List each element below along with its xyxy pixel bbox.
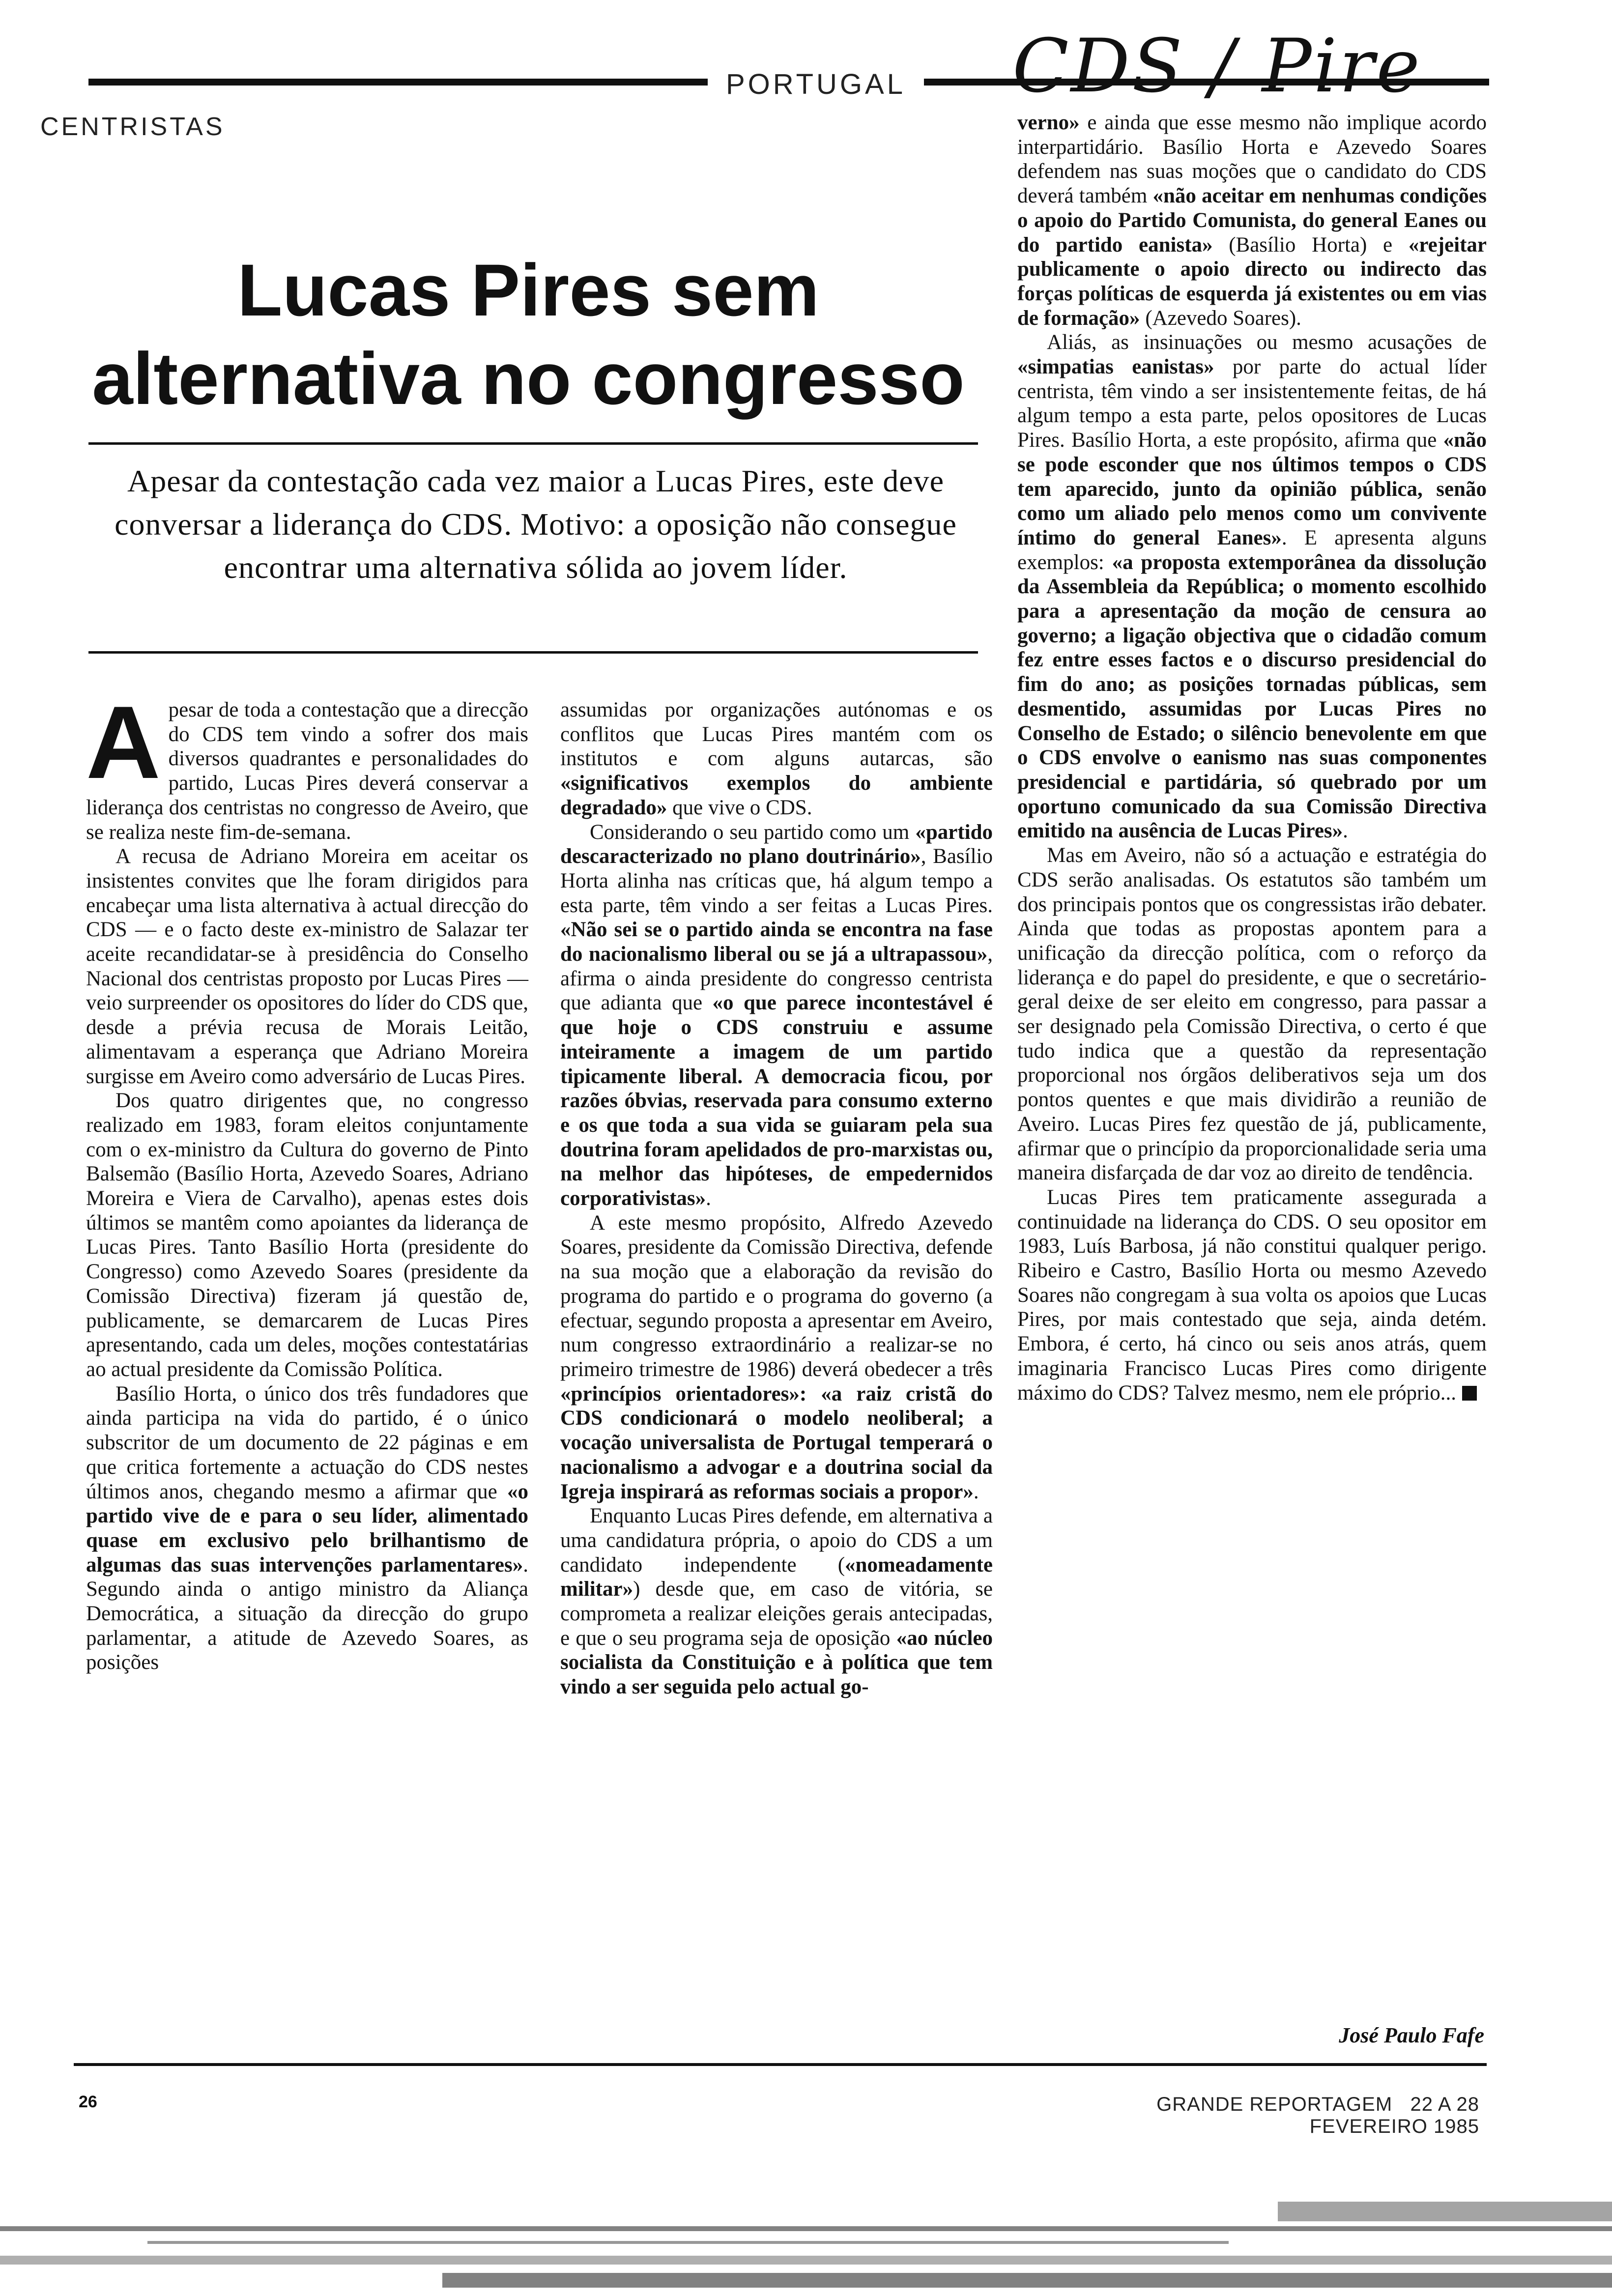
paragraph-text: . E apresenta alguns exemplos:: [1017, 526, 1487, 574]
header-rule-left: [88, 79, 708, 86]
quote: «ao núcleo socialista da Constituição e à política que tem vindo a ser seguida pelo actual go-: [560, 1626, 993, 1699]
kicker: CENTRISTAS: [40, 113, 225, 141]
dropcap: A: [86, 685, 161, 800]
standfirst-rule-top: [88, 442, 978, 445]
footer-rule: [74, 2063, 1487, 2066]
paragraph: [560, 820, 993, 1211]
paragraph-text: .: [706, 1187, 711, 1210]
paragraph-text: Enquanto Lucas Pires defende, em alternativa a uma candidatura própria, o apoio do CDS a um candidato independente (: [560, 1504, 993, 1577]
paragraph-text: pesar de toda a contestação que a direcção do CDS tem vindo a sofrer dos mais diversos quadrantes e personalidades do partido, Lucas Pires deverá conservar a liderança dos centristas no congresso de Aveiro, que se realiza neste fim-de-semana.: [86, 698, 528, 844]
quote: «a proposta extemporânea da dissolução da Assembleia da República; o momento escolhido para a apresentação da moção de censura ao governo; a ligação objectiva que o cidadão comum fez entre esses factos e o discurso presidencial do fim do ano; as posições tornadas públicas, sem desmentido, assumidas por Lucas Pires no Conselho de Estado; o silêncio benevolente em que o CDS envolve o eanismo nas suas componentes presidencial e partidária, só quebrado por um oportuno comunicado da sua Comissão Directiva emitido na ausência de Lucas Pires»: [1017, 550, 1487, 843]
paragraph-text: (Azevedo Soares).: [1140, 306, 1301, 330]
headline-line-1: Lucas Pires sem: [237, 249, 820, 331]
paragraph-text: . Segundo ainda o antigo ministro da Aliança Democrática, a situação da direcção do grupo parlamentar, a atitude de Azevedo Soares, as posições: [86, 1553, 528, 1674]
quote: «não aceitar em nenhumas condições o apoio do Partido Comunista, do general Eanes ou do partido eanista»: [1017, 184, 1487, 257]
quote: «nomeadamente militar»: [560, 1553, 993, 1601]
quote: «não se pode esconder que nos últimos tempos o CDS tem aparecido, junto da opinião pública, senão como um aliado pelo menos como um convivente íntimo do general Eanes»: [1017, 429, 1487, 549]
paragraph: [1017, 1185, 1487, 1405]
paragraph: [560, 1504, 993, 1699]
quote: «o que parece incontestável é que hoje o CDS construiu e assume inteiramente a imagem de um partido tipicamente liberal. A democracia ficou, por razões óbvias, reservada para consumo externo e os que toda a sua vida se guiaram pela sua doutrina foram apelidados de pro-marxistas ou, na melhor das hipóteses, de empedernidos corporativistas»: [560, 991, 993, 1210]
quote: «partido descaracterizado no plano doutrinário»: [560, 820, 993, 868]
paragraph-text: ) desde que, em caso de vitória, se comprometa a realizar eleições gerais antecipadas, e que o seu programa seja de oposição: [560, 1578, 993, 1650]
article-column-2: [560, 698, 993, 1699]
publication-name: GRANDE REPORTAGEM: [1156, 2094, 1393, 2115]
quote: «simpatias eanistas»: [1017, 355, 1214, 379]
paragraph-text: assumidas por organizações autónomas e os conflitos que Lucas Pires mantém com os institutos e com alguns autarcas, são: [560, 698, 993, 771]
paragraph-text: Basílio Horta, o único dos três fundadores que ainda participa na vida do partido, é o único subscritor de um documento de 22 páginas e em que critica fortemente a actuação do CDS nestes últimos anos, chegando mesmo a afirmar que: [86, 1382, 528, 1503]
issue-date: 22 A 28 FEVEREIRO 1985: [1309, 2094, 1479, 2137]
paragraph: [1017, 330, 1487, 843]
standfirst: Apesar da contestação cada vez maior a Lucas Pires, este deve conversar a liderança do CDS. Motivo: a oposição não consegue encontrar uma alternativa sólida ao jovem líder.: [115, 463, 957, 585]
paragraph-text: .: [973, 1480, 979, 1503]
paragraph-text: (Basílio Horta) e: [1212, 233, 1409, 257]
paragraph: [560, 698, 993, 820]
page-number: 26: [79, 2093, 97, 2111]
paragraph-text: A este mesmo propósito, Alfredo Azevedo Soares, presidente da Comissão Directiva, defende na sua moção que a elaboração da revisão do programa do partido e o programa do governo (a efectuar, segundo proposta a apresentar em Aveiro, num congresso extraordinário a realizar-se no primeiro trimestre de 1986) deverá obedecer a três: [560, 1211, 993, 1381]
section-label: PORTUGAL: [708, 68, 924, 101]
paragraph-text: Considerando o seu partido como um: [590, 820, 916, 844]
standfirst-rule-bottom: [88, 651, 978, 654]
byline: José Paulo Fafe: [1339, 2023, 1484, 2047]
paragraph: [86, 685, 528, 844]
end-mark-icon: [1462, 1386, 1477, 1401]
quote: «princípios orientadores»: «a raiz cristã do CDS condicionará o modelo neoliberal; a vocação universalista de Portugal temperará o nacionalismo a advogar e a doutrina social da Igreja inspirará as reformas sociais a propor»: [560, 1382, 993, 1503]
paragraph: [1017, 111, 1487, 330]
footer-publication-info: [1047, 2094, 1479, 2138]
paragraph: Mas em Aveiro, não só a actuação e estratégia do CDS serão analisadas. Os estatutos são também um dos principais pontos que os congressistas irão debater. Ainda que todas as propostas apontem para a unificação da direcção política, com o reforço da liderança e do papel do presidente, e que o secretário-geral deixe de ser eleito em congresso, para passar a ser designado pela Comissão Directiva, o certo é que tudo indica que a questão da representação proporcional nos órgãos deliberativos seja um dos pontos quentes e que mais dividirão a reunião de Aveiro. Lucas Pires fez questão de já, publicamente, afirmar que o princípio da proporcionalidade seria uma maneira disfarçada de dar voz ao direito de tendência.: [1017, 844, 1487, 1185]
paragraph-text: Aliás, as insinuações ou mesmo acusações de: [1047, 331, 1487, 354]
paragraph-text: e ainda que esse mesmo não implique acordo interpartidário. Basílio Horta e Azevedo Soares defendem nas suas moções que o candidato do CDS deverá também: [1017, 111, 1487, 208]
paragraph-text: .: [1343, 819, 1348, 843]
quote: «o partido vive de e para o seu líder, alimentado quase em exclusivo pelo brilhantismo de algumas das suas intervenções parlamentares»: [86, 1480, 528, 1577]
paragraph: [560, 1211, 993, 1504]
paragraph-text: por parte do actual líder centrista, têm vindo a ser insistentemente feitas, de há algum tempo a esta parte, pelos opositores de Lucas Pires. Basílio Horta, a este propósito, afirma que: [1017, 355, 1487, 452]
paragraph: Dos quatro dirigentes que, no congresso realizado em 1983, foram eleitos conjuntamente com o ex-ministro da Cultura do governo de Pinto Balsemão (Basílio Horta, Azevedo Soares, Adriano Moreira e Viera de Carvalho), apenas estes dois últimos se mantêm como apoiantes da liderança de Lucas Pires. Tanto Basílio Horta (presidente do Congresso) como Azevedo Soares (presidente da Comissão Directiva) fizeram já questão de, publicamente, se demarcarem de Lucas Pires apresentando, cada um deles, moções contestatárias ao actual presidente da Comissão Política.: [86, 1089, 528, 1381]
quote: «rejeitar publicamente o apoio directo ou indirecto das forças políticas de esquerda já existentes ou em vias de formação»: [1017, 233, 1487, 330]
quote: «Não sei se o partido ainda se encontra na fase do nacionalismo liberal ou se já a ultrapassou»: [560, 918, 993, 966]
paragraph: [86, 1382, 528, 1675]
headline: [74, 246, 983, 423]
paragraph-text: Lucas Pires tem praticamente assegurada a continuidade na liderança do CDS. O seu opositor em 1983, Luís Barbosa, já não constitui qualquer perigo. Ribeiro e Castro, Basílio Horta ou mesmo Azevedo Soares não congregam à sua volta os apoios que Lucas Pires, por mais contestado que seja, ainda detém. Embora, é certo, há cinco ou seis anos atrás, quem imaginaria Francisco Lucas Pires como dirigente máximo do CDS? Talvez mesmo, nem ele próprio...: [1017, 1185, 1487, 1405]
handwritten-note: CDS / Pire: [1012, 24, 1422, 109]
paragraph-text: , afirma o ainda presidente do congresso centrista que adianta que: [560, 943, 993, 1015]
quote: «significativos exemplos do ambiente degradado»: [560, 772, 993, 819]
article-column-1: [86, 685, 528, 1675]
paragraph-text: que vive o CDS.: [667, 796, 812, 819]
paragraph: A recusa de Adriano Moreira em aceitar os insistentes convites que lhe foram dirigidos para encabeçar uma lista alternativa à actual direcção do CDS — e o facto deste ex-ministro de Salazar ter aceite recandidatar-se à presidência do Conselho Nacional dos centristas proposto por Lucas Pires — veio surpreender os opositores do líder do CDS que, desde a prévia recusa de Morais Leitão, alimentavam a esperança que Adriano Moreira surgisse em Aveiro como adversário de Lucas Pires.: [86, 845, 528, 1088]
paragraph-text: , Basílio Horta alinha nas críticas que, há algum tempo a esta parte, têm vindo a ser feitas a Lucas Pires.: [560, 845, 993, 917]
headline-line-2: alternativa no congresso: [92, 337, 965, 420]
quote: verno»: [1017, 111, 1080, 134]
article-column-3: [1017, 111, 1487, 1405]
